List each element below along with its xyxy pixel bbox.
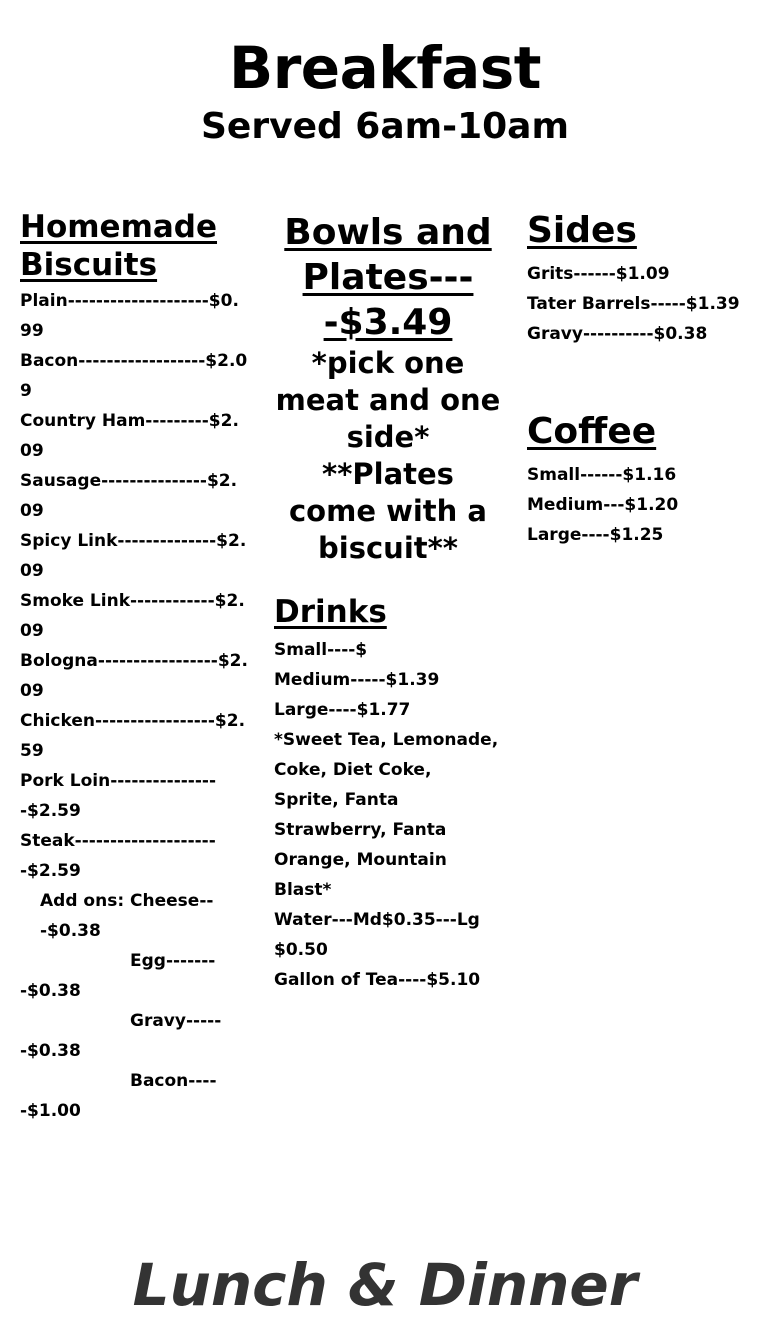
menu-item: Medium---$1.20: [527, 495, 679, 515]
menu-item: Sausage---------------$2.09: [20, 471, 238, 521]
serving-hours: Served 6am-10am: [201, 106, 569, 147]
menu-item: Smoke Link------------$2.09: [20, 591, 245, 641]
bowls-note-pick: *pick one meat and one side*: [275, 346, 501, 454]
sides-heading: Sides: [527, 210, 637, 251]
menu-item: Tater Barrels-----$1.39: [527, 294, 740, 314]
biscuits-list: [20, 286, 248, 1126]
menu-item: Bologna-----------------$2.09: [20, 651, 248, 701]
menu-item: Small------$1.16: [527, 465, 677, 485]
lunch-dinner-title: Lunch & Dinner: [132, 1251, 638, 1319]
bowls-heading: Bowls and Plates----$3.49: [284, 212, 492, 343]
menu-item: Country Ham---------$2.09: [20, 411, 239, 461]
menu-item: Bacon------------------$2.09: [20, 351, 248, 401]
sides-list: [527, 259, 767, 349]
page-title: Breakfast: [229, 34, 541, 102]
drinks-heading: Drinks: [274, 594, 387, 630]
sides-coffee-column: [527, 208, 767, 550]
drinks-list: [274, 635, 502, 995]
coffee-section: [527, 409, 767, 550]
drinks-section: [274, 593, 502, 995]
drink-flavors: *Sweet Tea, Lemonade, Coke, Diet Coke, Sprite, Fanta Strawberry, Fanta Orange, Mountain Blast*: [274, 730, 499, 900]
bowls-note-biscuit: **Plates come with a biscuit**: [288, 457, 487, 565]
menu-item: Water---Md$0.35---Lg$0.50: [274, 910, 480, 960]
menu-item: Chicken-----------------$2.59: [20, 711, 246, 761]
addon-item: Gravy------$0.38: [20, 1011, 222, 1061]
addon-item: Egg--------$0.38: [20, 951, 216, 1001]
menu-item: Plain--------------------$0.99: [20, 291, 239, 341]
biscuits-section: [20, 208, 248, 1126]
menu-item: Large----$1.77: [274, 700, 411, 720]
menu-item: Medium-----$1.39: [274, 670, 440, 690]
menu-item: Small----$: [274, 640, 368, 660]
bowls-drinks-column: [274, 208, 502, 995]
menu-item: Gravy----------$0.38: [527, 324, 708, 344]
sides-section: [527, 208, 767, 349]
biscuits-heading: Homemade Biscuits: [20, 209, 218, 283]
coffee-list: [527, 460, 767, 550]
menu-item: Gallon of Tea----$5.10: [274, 970, 481, 990]
menu-item: Large----$1.25: [527, 525, 664, 545]
addon-item: Add ons: Cheese---$0.38: [40, 891, 214, 941]
menu-item: Steak---------------------$2.59: [20, 831, 216, 881]
addon-item: Bacon-----$1.00: [20, 1071, 217, 1121]
menu-item: Grits------$1.09: [527, 264, 670, 284]
menu-item: Spicy Link--------------$2.09: [20, 531, 247, 581]
coffee-heading: Coffee: [527, 411, 657, 452]
menu-item: Pork Loin----------------$2.59: [20, 771, 217, 821]
